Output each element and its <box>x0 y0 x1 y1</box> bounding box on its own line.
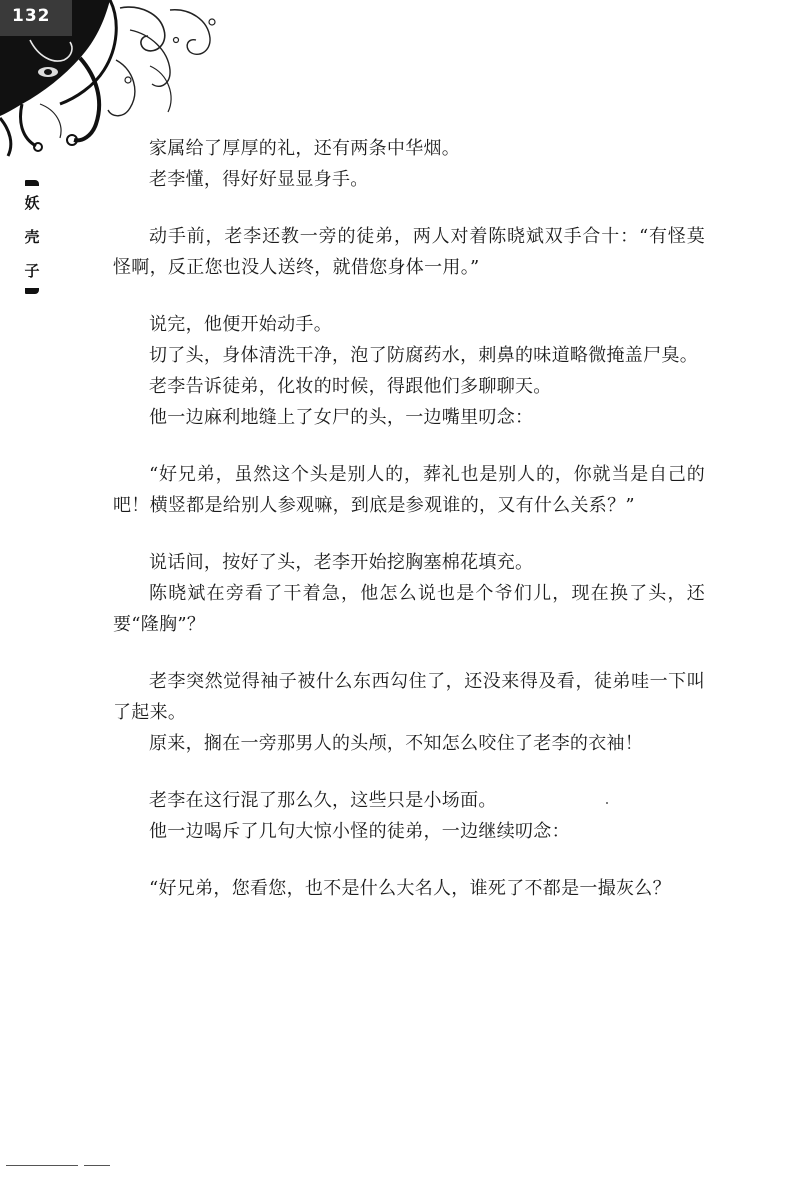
scan-speck <box>606 802 608 804</box>
footer-rule <box>84 1165 110 1166</box>
paragraph: 他一边喝斥了几句大惊小怪的徒弟，一边继续叨念： <box>149 821 570 842</box>
paragraph: 动手前，老李还教一旁的徒弟，两人对着陈晓斌双手合十：“有怪莫怪啊，反正您也没人送终，就借您身体一用。” <box>113 226 705 278</box>
page-number: 132 <box>12 6 51 26</box>
side-title <box>20 180 44 294</box>
paragraph: 陈晓斌在旁看了干着急，他怎么说也是个爷们儿，现在换了头，还要“隆胸”？ <box>113 583 705 635</box>
body-text <box>113 133 705 904</box>
side-title-char: 妖 <box>24 194 40 212</box>
paragraph: “好兄弟，您看您，也不是什么大名人，谁死了不都是一撮灰么？ <box>149 878 671 899</box>
paragraph: 说完，他便开始动手。 <box>149 314 332 335</box>
paragraph: 切了头，身体清洗干净，泡了防腐药水，刺鼻的味道略微掩盖尸臭。 <box>149 345 698 366</box>
paragraph: 说话间，按好了头，老李开始挖胸塞棉花填充。 <box>149 552 534 573</box>
paragraph: 老李在这行混了那么久，这些只是小场面。 <box>149 790 497 811</box>
paragraph: 他一边麻利地缝上了女尸的头，一边嘴里叨念： <box>149 407 534 428</box>
paragraph: 老李突然觉得袖子被什么东西勾住了，还没来得及看，徒弟哇一下叫了起来。 <box>113 671 705 723</box>
footer-rule <box>6 1165 78 1166</box>
paragraph: 原来，搁在一旁那男人的头颅，不知怎么咬住了老李的衣袖！ <box>149 733 644 754</box>
side-title-bracket-bottom <box>25 288 39 294</box>
paragraph: “好兄弟，虽然这个头是别人的，葬礼也是别人的，你就当是自己的吧！横竖都是给别人参观嘛，到底是参观谁的，又有什么关系？” <box>113 464 705 516</box>
side-title-char: 子 <box>24 262 40 280</box>
paragraph: 家属给了厚厚的礼，还有两条中华烟。 <box>149 138 461 159</box>
paragraph: 老李告诉徒弟，化妆的时候，得跟他们多聊聊天。 <box>149 376 552 397</box>
side-title-char: 壳 <box>24 228 40 246</box>
paragraph: 老李懂，得好好显显身手。 <box>149 169 369 190</box>
